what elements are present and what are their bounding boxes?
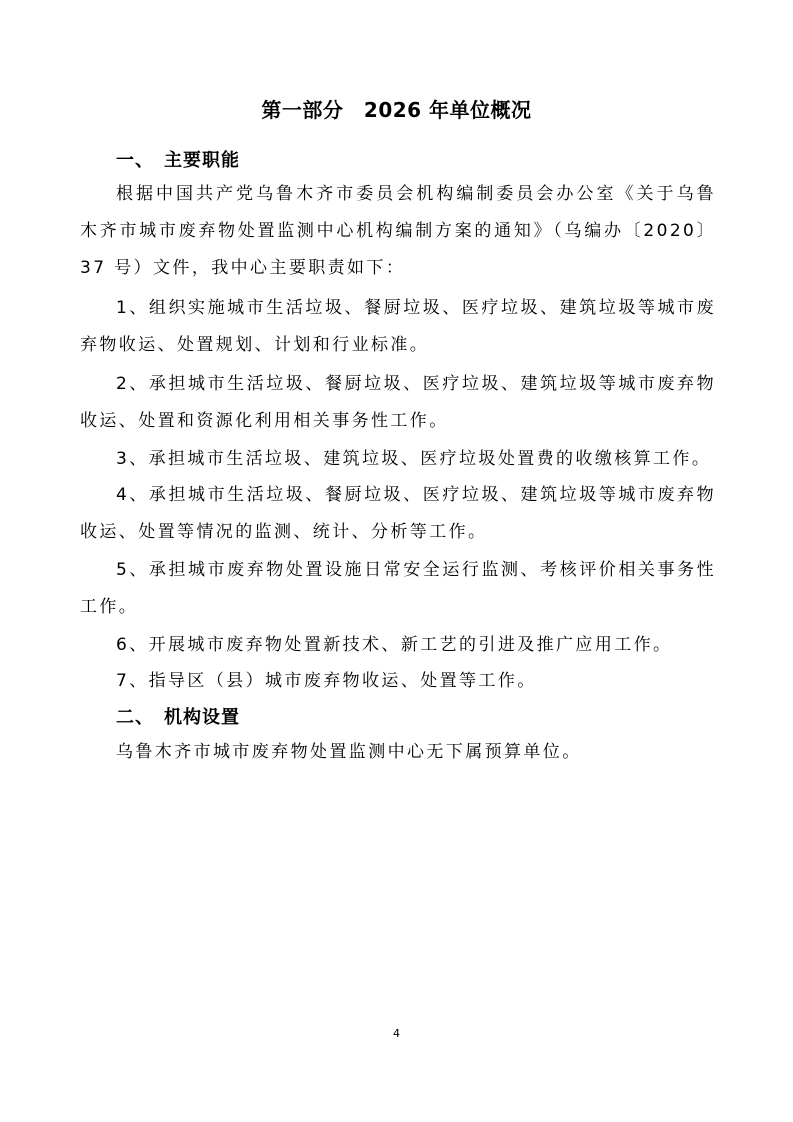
duty-item-2: 2、承担城市生活垃圾、餐厨垃圾、医疗垃圾、建筑垃圾等城市废弃物收运、处置和资源化利用相关事务性工作。 [80, 374, 716, 431]
page-number: 4 [393, 1027, 400, 1040]
duty-item-4: 4、承担城市生活垃圾、餐厨垃圾、医疗垃圾、建筑垃圾等城市废弃物收运、处置等情况的监测、统计、分析等工作。 [80, 485, 716, 542]
page-title: 第一部分 2026 年单位概况 [261, 98, 532, 122]
section-heading-organization: 二、 机构设置 [116, 707, 240, 728]
intro-paragraph: 根据中国共产党乌鲁木齐市委员会机构编制委员会办公室《关于乌鲁木齐市城市废弃物处置监测中心机构编制方案的通知》（乌编办〔2020〕37 号）文件，我中心主要职责如下： [80, 184, 716, 278]
duty-item-1: 1、组织实施城市生活垃圾、餐厨垃圾、医疗垃圾、建筑垃圾等城市废弃物收运、处置规划、计划和行业标准。 [80, 298, 716, 355]
duty-item-6: 6、开展城市废弃物处置新技术、新工艺的引进及推广应用工作。 [116, 635, 673, 655]
duty-item-5: 5、承担城市废弃物处置设施日常安全运行监测、考核评价相关事务性工作。 [80, 560, 716, 617]
duty-item-3: 3、承担城市生活垃圾、建筑垃圾、医疗垃圾处置费的收缴核算工作。 [116, 449, 712, 469]
organization-paragraph: 乌鲁木齐市城市废弃物处置监测中心无下属预算单位。 [116, 742, 582, 762]
section-heading-main-functions: 一、 主要职能 [116, 150, 240, 171]
duty-item-7: 7、指导区（县）城市废弃物收运、处置等工作。 [116, 671, 537, 691]
